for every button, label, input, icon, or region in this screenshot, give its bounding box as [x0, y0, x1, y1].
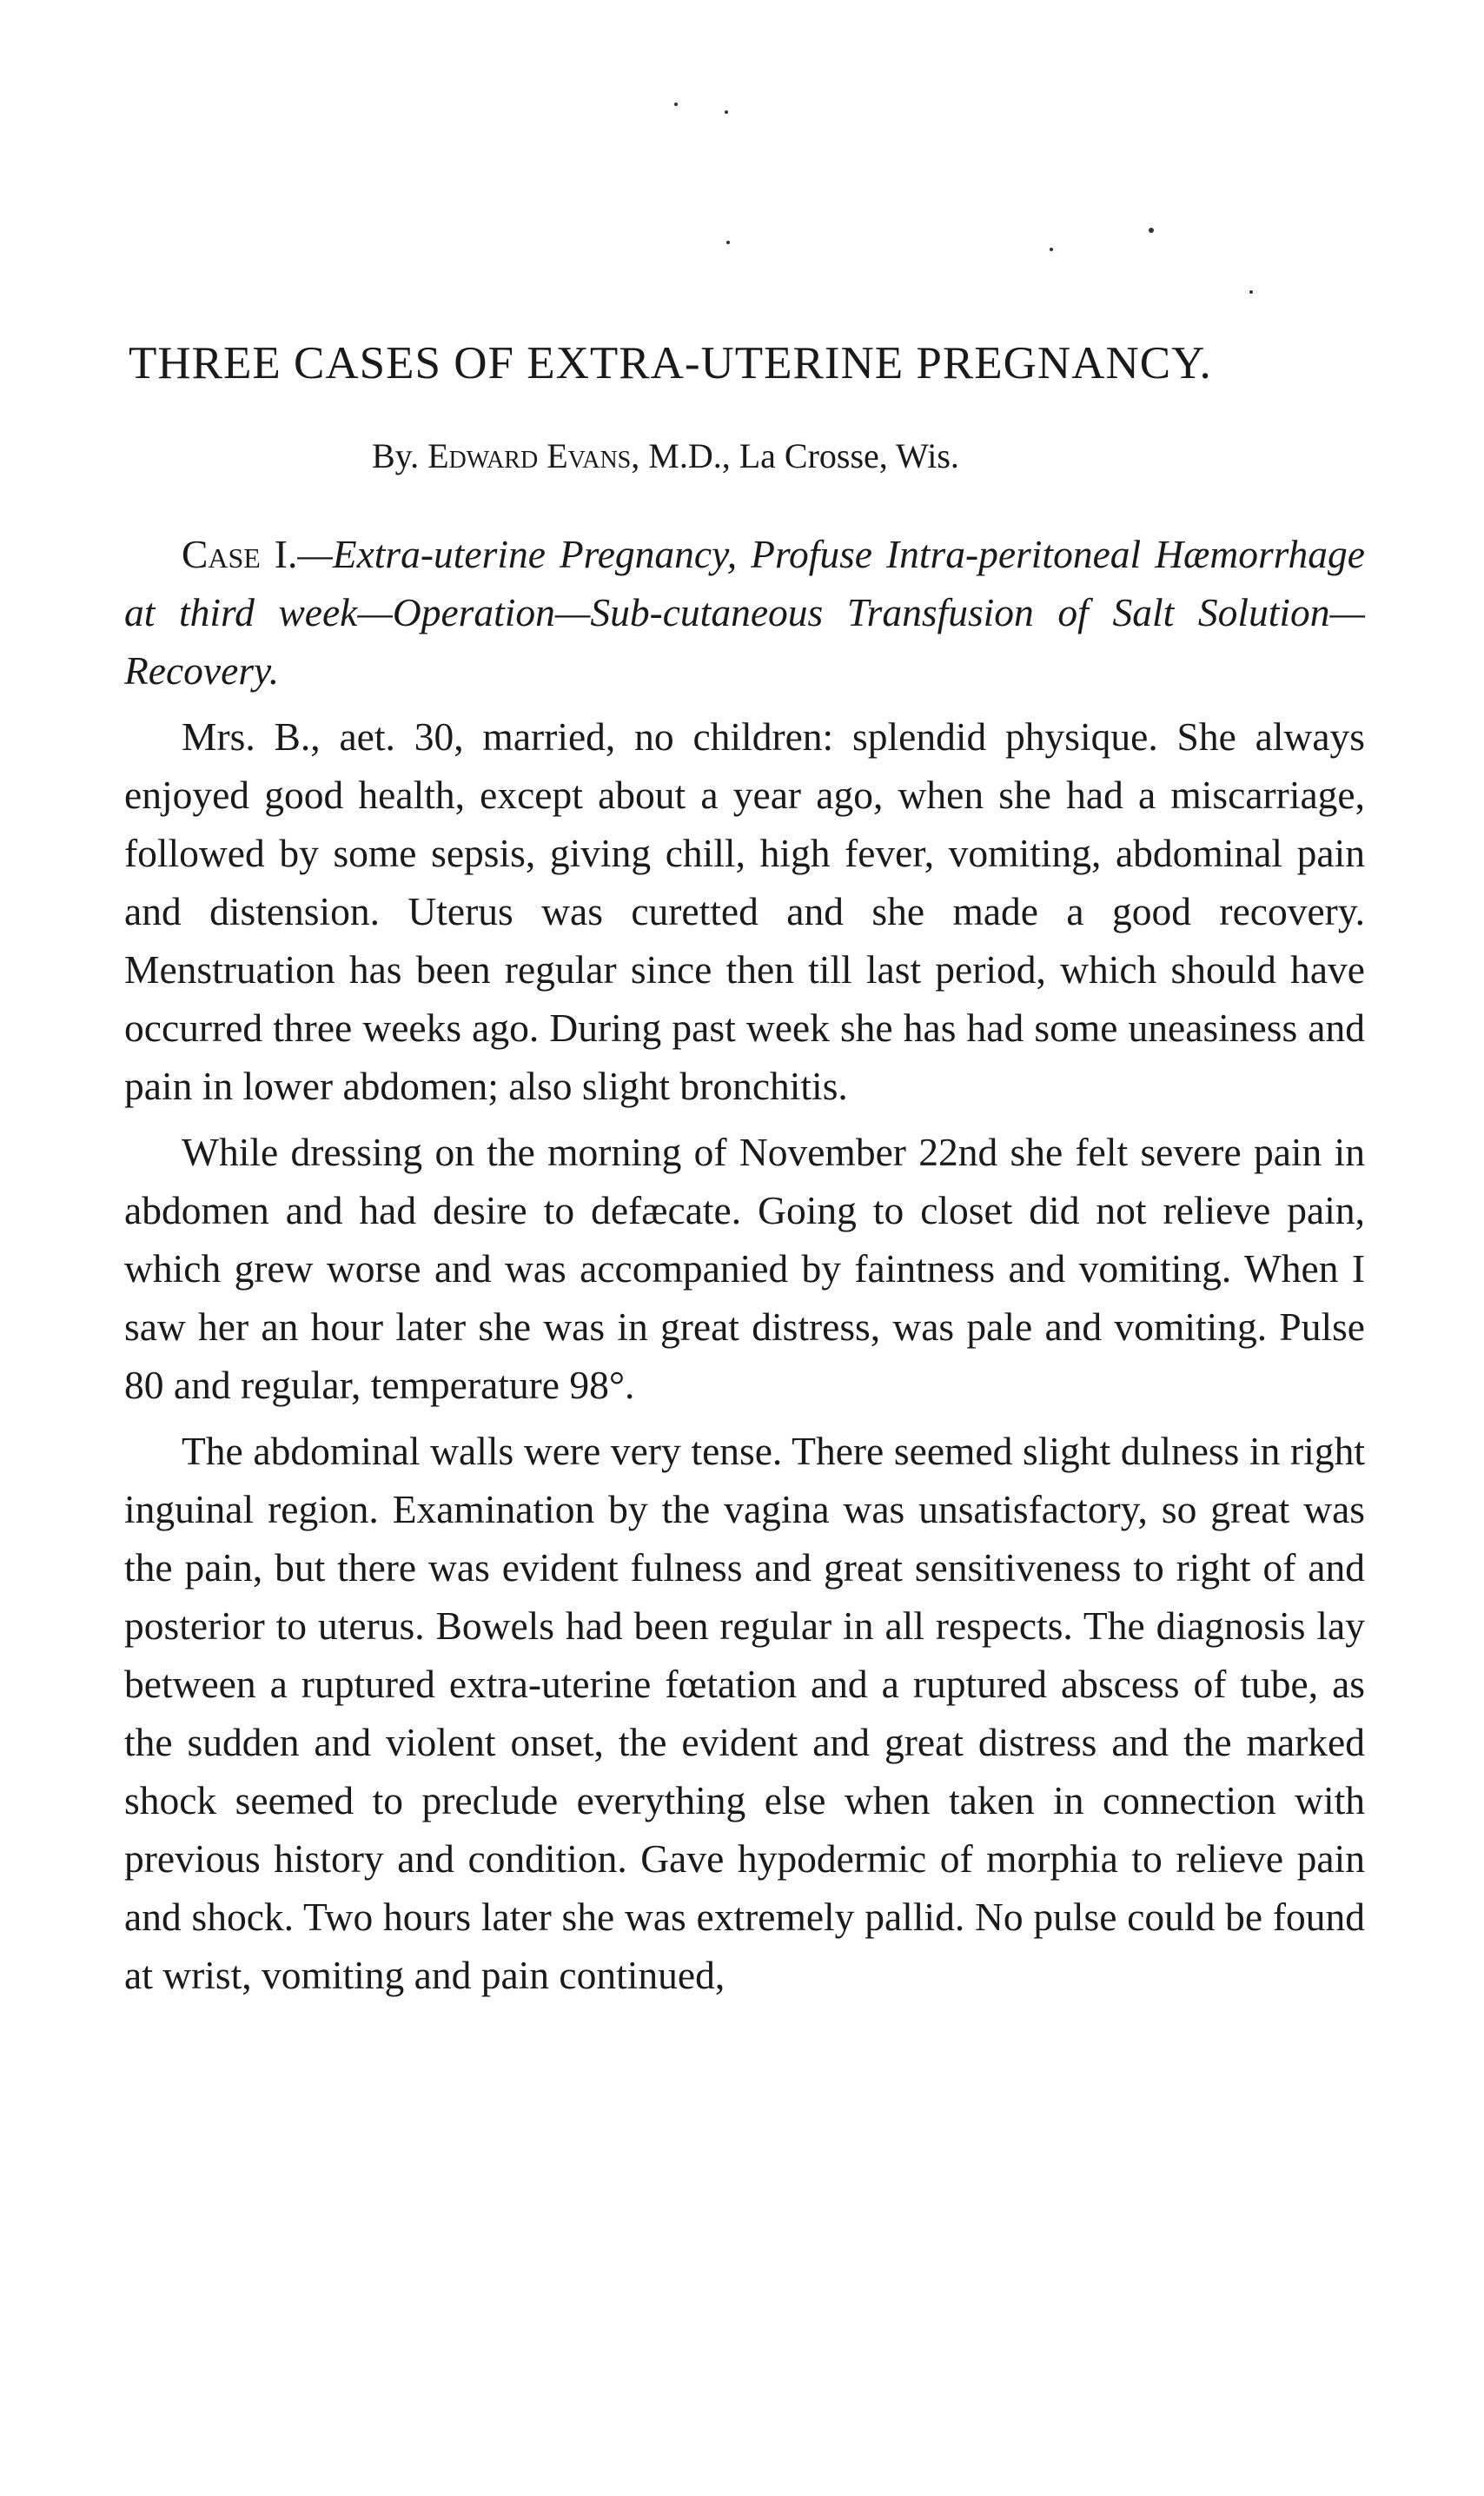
author-byline	[372, 436, 959, 475]
article-body	[124, 525, 1365, 2004]
body-paragraph: The abdominal walls were very tense. There seemed slight dulness in right inguinal region. Examination by the vagina was unsatisfactory, so great was the pain, but there was evident fulness and great sensitiveness to right of and posterior to uterus. Bowels had been regular in all respects. The diagnosis lay between a ruptured extra-uterine fœtation and a ruptured abscess of tube, as the sudden and violent onset, the evident and great distress and the marked shock seemed to preclude everything else when taken in connection with previous history and condition. Gave hypodermic of morphia to relieve pain and shock. Two hours later she was extremely pallid. No pulse could be found at wrist, vomiting and pain continued,	[124, 1429, 1365, 1997]
body-paragraph: While dressing on the morning of November 22nd she felt severe pain in abdomen and had desire to defæcate. Going to closet did not relieve pain, which grew worse and was accompanied by faintness and vomiting. When I saw her an hour later she was in great distress, was pale and vomiting. Pulse 80 and regular, temperature 98°.	[124, 1130, 1365, 1407]
byline-credentials: , M.D., La Crosse, Wis.	[631, 436, 959, 475]
scan-speck	[726, 241, 730, 244]
scan-speck	[1149, 228, 1154, 233]
body-paragraph: Mrs. B., aet. 30, married, no children: splendid physique. She always enjoyed good health, except about a year ago, when she had a miscarriage, followed by some sepsis, giving chill, high fever, vomiting, abdominal pain and distension. Uterus was curetted and she made a good recovery. Menstruation has been regular since then till last period, which should have occurred three weeks ago. During past week she has had some uneasiness and pain in lower abdomen; also slight bronchitis.	[124, 714, 1365, 1108]
case-heading	[124, 525, 1365, 700]
author-name: Edward Evans	[427, 436, 632, 475]
scan-speck	[725, 110, 728, 114]
article-title: THREE CASES OF EXTRA-UTERINE PREGNANCY.	[129, 338, 1212, 388]
case-title: —Extra-uterine Pregnancy, Profuse Intra-peritoneal Hæmorrhage at third week—Operation—Sub-cutaneous Transfusion of Salt Solution—Recovery.	[124, 532, 1366, 693]
scan-speck	[1050, 248, 1053, 251]
byline-prefix: By.	[372, 436, 420, 475]
scan-speck	[674, 103, 678, 106]
scan-speck	[1249, 290, 1253, 294]
case-label: Case I.	[182, 532, 298, 576]
